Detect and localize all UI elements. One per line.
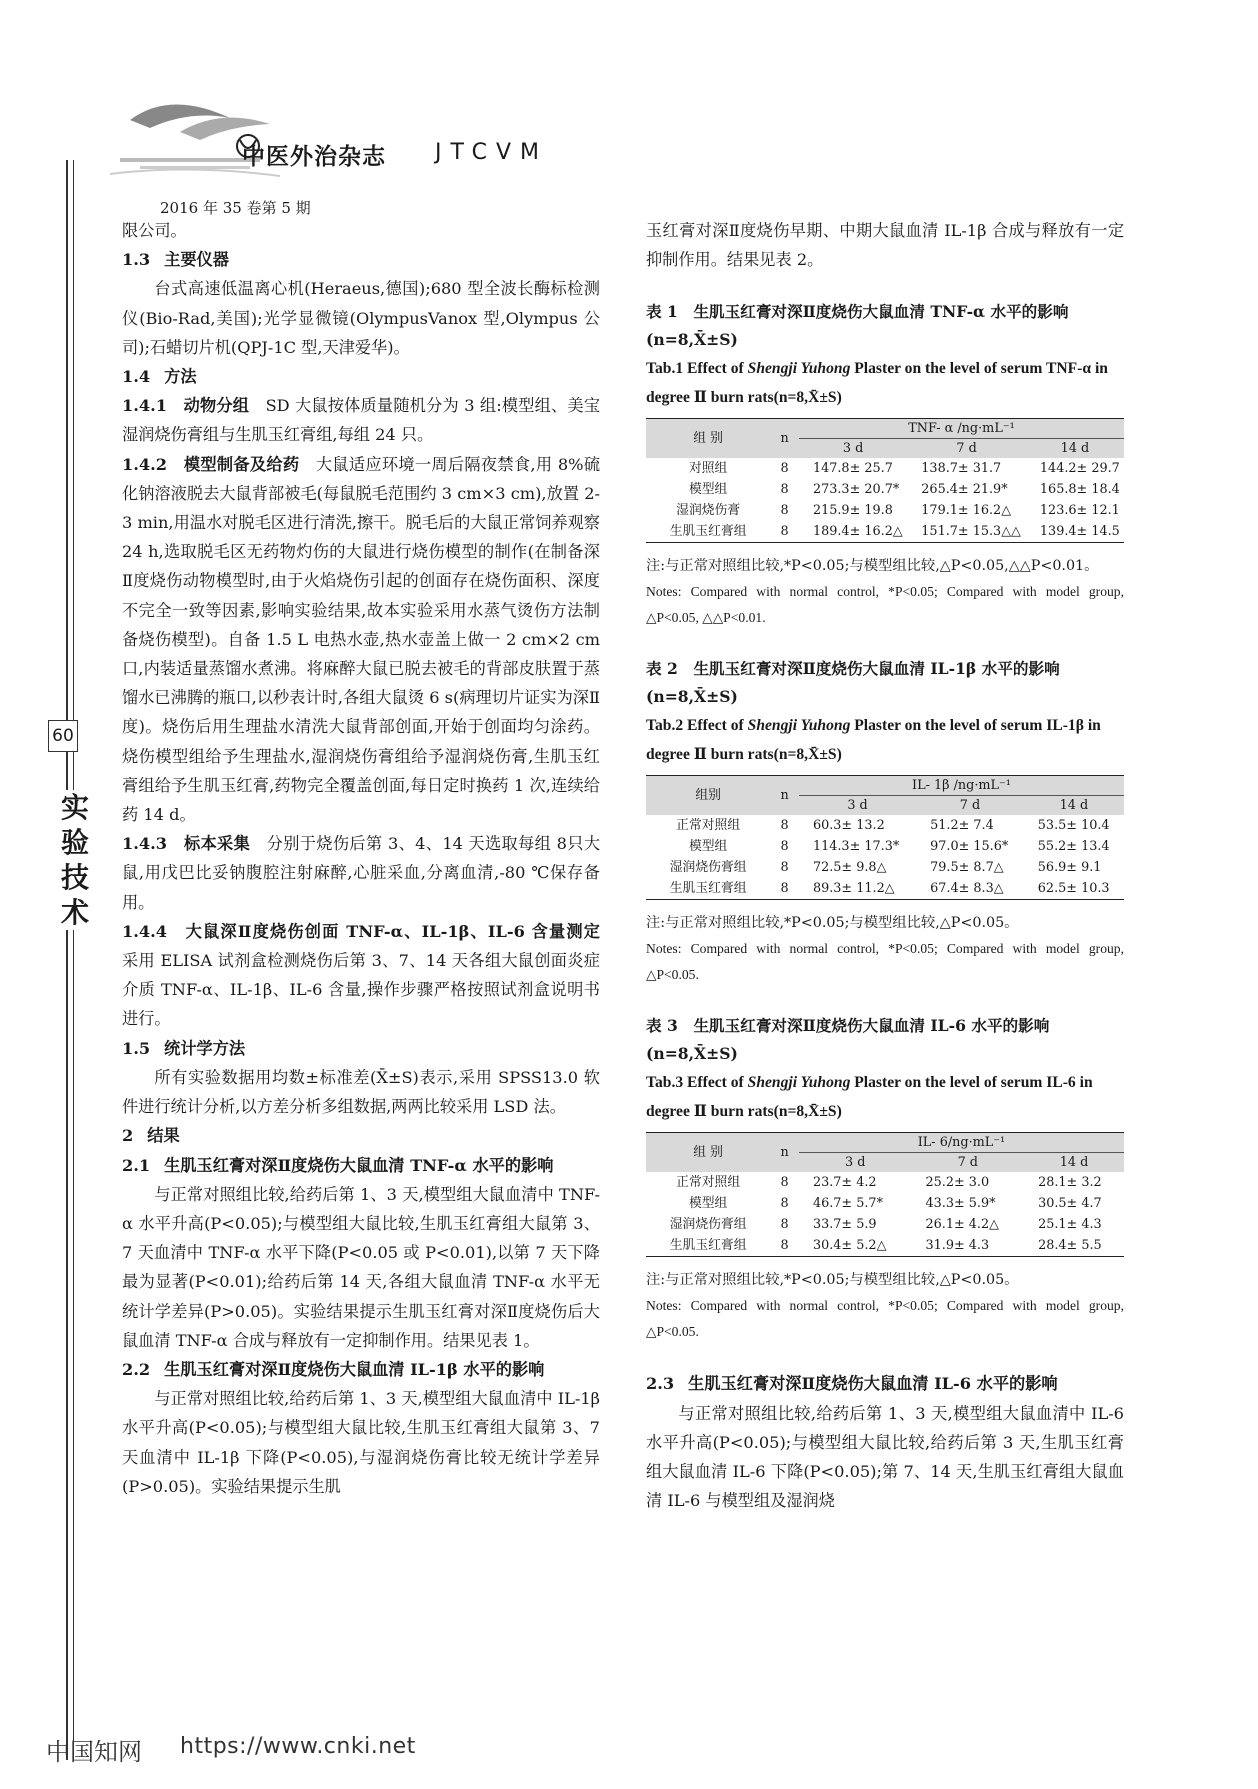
section-heading: 1.5 统计学方法 (122, 1038, 246, 1058)
table-3-note-en: Notes: Compared with normal control, *P<0.05; Compared with model group, △P<0.05. (646, 1298, 1124, 1340)
n-cell: 8 (770, 1235, 799, 1257)
table-header: 3 d (799, 1153, 912, 1173)
section-heading: 1.3 主要仪器 (122, 250, 229, 270)
table-header: 3 d (799, 796, 916, 816)
value-cell: 151.7± 15.3△△ (907, 521, 1026, 543)
group-name-cell: 模型组 (688, 1196, 728, 1212)
table-row (646, 815, 1124, 836)
group-name-cell: 正常对照组 (676, 818, 741, 834)
table-header: IL- 6/ng·mL⁻¹ (799, 1133, 1124, 1153)
n-cell: 8 (780, 839, 789, 855)
paragraph: 1.4.3 标本采集 分别于烧伤后第 3、4、14 天选取每组 8只大鼠,用戊巴比妥钠腹腔注射麻醉,心脏采血,分离血清,-80 ℃保存备用。 (122, 834, 601, 912)
value-cell: 25.1± 4.3 (1038, 1217, 1102, 1233)
footer-link[interactable]: https://www.cnki.net (180, 1734, 416, 1759)
table-header: 7 d (907, 439, 1026, 459)
table-3-caption: 表 3 生肌玉红膏对深Ⅱ度烧伤大鼠血清 IL-6 水平的影响(n=8,X̄±S) (646, 1016, 1050, 1064)
value-cell: 26.1± 4.2△ (925, 1217, 999, 1233)
value-cell: 179.1± 16.2△ (921, 503, 1012, 519)
value-cell: 144.2± 29.7 (1039, 461, 1120, 477)
n-cell: 8 (780, 1175, 789, 1191)
paragraph: 与正常对照组比较,给药后第 1、3 天,模型组大鼠血清中 IL-6 水平升高(P<0.05);与模型组大鼠比较,给药后第 3 天,生肌玉红膏组大鼠血清 IL-6 下降(P<0.05);第 7、14 天,生肌玉红膏组大鼠血清 IL-6 与模型组及湿润烧 (646, 1403, 1124, 1511)
value-cell: 31.9± 4.3 (912, 1235, 1025, 1257)
n-cell: 8 (780, 1196, 789, 1212)
n-cell: 8 (770, 878, 799, 900)
issue-info: 2016 年 35 卷第 5 期 (160, 199, 311, 217)
value-cell: 265.4± 21.9* (921, 482, 1008, 498)
table-row (646, 458, 1124, 479)
table-2-note: 注:与正常对照组比较,*P<0.05;与模型组比较,△P<0.05。 (646, 915, 1019, 932)
value-cell: 123.6± 12.1 (1039, 503, 1120, 519)
table-row (646, 1193, 1124, 1214)
value-cell: 25.2± 3.0 (925, 1175, 990, 1191)
table-3-caption-en: Tab.3 Effect of Shengji Yuhong Plaster on the level of serum IL-6 in degree Ⅱ burn rats(n=8,X̄±S) (646, 1074, 1093, 1121)
table-header: 7 d (916, 796, 1024, 816)
table-2 (646, 775, 1124, 900)
table-header: 14 d (1024, 1153, 1124, 1173)
value-cell: 55.2± 13.4 (1037, 839, 1110, 855)
table-header: 3 d (799, 439, 907, 459)
section-heading: 2.2 生肌玉红膏对深Ⅱ度烧伤大鼠血清 IL-1β 水平的影响 (122, 1359, 545, 1379)
table-3 (646, 1132, 1124, 1257)
table-1 (646, 418, 1124, 543)
value-cell: 89.3± 11.2△ (799, 878, 916, 900)
value-cell: 165.8± 18.4 (1039, 482, 1120, 498)
table-header: 组 别 (646, 1133, 770, 1173)
side-rule (73, 160, 74, 1760)
table-row (646, 479, 1124, 500)
table-3-note: 注:与正常对照组比较,*P<0.05;与模型组比较,△P<0.05。 (646, 1272, 1019, 1289)
section-heading: 2.1 生肌玉红膏对深Ⅱ度烧伤大鼠血清 TNF-α 水平的影响 (122, 1155, 554, 1175)
table-1-note: 注:与正常对照组比较,*P<0.05;与模型组比较,△P<0.05,△△P<0.01。 (646, 558, 1099, 575)
table-header: 组别 (646, 776, 770, 816)
table-1-note-en: Notes: Compared with normal control, *P<0.05; Compared with model group, △P<0.05, △△P<0.01. (646, 584, 1124, 626)
value-cell: 23.7± 4.2 (812, 1175, 877, 1191)
table-header: IL- 1β /ng·mL⁻¹ (799, 776, 1124, 796)
table-header: n (770, 776, 799, 816)
left-column (122, 216, 600, 1501)
value-cell: 147.8± 25.7 (812, 461, 893, 477)
table-row (646, 1172, 1124, 1193)
group-name-cell: 湿润烧伤膏 (676, 503, 741, 519)
n-cell: 8 (780, 1217, 789, 1233)
value-cell: 139.4± 14.5 (1026, 521, 1124, 543)
footer-logo-text: 中国知网 (46, 1738, 142, 1766)
value-cell: 79.5± 8.7△ (930, 860, 1004, 876)
table-header: 7 d (912, 1153, 1025, 1173)
value-cell: 62.5± 10.3 (1024, 878, 1124, 900)
paragraph: 台式高速低温离心机(Heraeus,德国);680 型全波长酶标检测仪(Bio-Rad,美国);光学显微镜(OlympusVanox 型,Olympus 公司);石蜡切片机(QPJ-1C 型,天津爱华)。 (122, 279, 600, 357)
table-2-note-en: Notes: Compared with normal control, *P<0.05; Compared with model group, △P<0.05. (646, 941, 1124, 983)
table-row (646, 1214, 1124, 1235)
table-header: 14 d (1024, 796, 1124, 816)
group-name-cell: 生肌玉红膏组 (646, 1235, 770, 1257)
paragraph: 1.4.2 模型制备及给药 大鼠适应环境一周后隔夜禁食,用 8%硫化钠溶液脱去大鼠背部被毛(每鼠脱毛范围约 3 cm×3 cm),放置 2-3 min,用温水对脱毛区进行清洗,擦干。脱毛后的大鼠正常饲养观察 24 h,选取脱毛区无药物灼伤的大鼠进行烧伤模型的制作(在制备深Ⅱ度烧伤动物模型时,由于火焰烧伤引起的创面存在烧伤面积、深度不完全一致等因素,影响实验结果,故本实验采用水蒸气烫伤方法制备烧伤模型)。自备 1.5 L 电热水壶,热水壶盖上做一 2 cm×2 cm 口,内装适量蒸馏水煮沸。将麻醉大鼠已脱去被毛的背部皮肤置于蒸馏水已沸腾的瓶口,以秒表计时,各组大鼠烫 6 s(病理切片证实为深Ⅱ度)。烧伤后用生理盐水清洗大鼠背部创面,开始于创面均匀涂药。烧伤模型组给予生理盐水,湿润烧伤膏组给予湿润烧伤膏,生肌玉红膏组给予生肌玉红膏,药物完全覆盖创面,每日定时换药 1 次,连续给药 14 d。 (122, 454, 601, 825)
paragraph: 限公司。 (122, 221, 187, 240)
table-1-caption: 表 1 生肌玉红膏对深Ⅱ度烧伤大鼠血清 TNF-α 水平的影响(n=8,X̄±S) (646, 302, 1069, 350)
table-row (646, 500, 1124, 521)
right-column (646, 216, 1124, 1515)
table-row (646, 836, 1124, 857)
table-header: TNF- α /ng·mL⁻¹ (799, 419, 1124, 439)
value-cell: 138.7± 31.7 (921, 461, 1002, 477)
value-cell: 56.9± 9.1 (1037, 860, 1102, 876)
table-row (646, 878, 1124, 900)
group-name-cell: 模型组 (688, 839, 728, 855)
value-cell: 30.5± 4.7 (1038, 1196, 1102, 1212)
group-name-cell: 对照组 (688, 461, 728, 477)
section-heading: 2.3 生肌玉红膏对深Ⅱ度烧伤大鼠血清 IL-6 水平的影响 (646, 1374, 1058, 1394)
table-header: n (770, 1133, 799, 1173)
value-cell: 189.4± 16.2△ (799, 521, 907, 543)
group-name-cell: 生肌玉红膏组 (646, 878, 770, 900)
section-label: 实验技术 (58, 790, 92, 930)
table-header: 组 别 (646, 419, 770, 459)
value-cell: 53.5± 10.4 (1037, 818, 1110, 834)
table-2-caption: 表 2 生肌玉红膏对深Ⅱ度烧伤大鼠血清 IL-1β 水平的影响(n=8,X̄±S) (646, 659, 1060, 707)
n-cell: 8 (780, 818, 789, 834)
n-cell: 8 (770, 521, 799, 543)
group-name-cell: 湿润烧伤膏组 (669, 1217, 747, 1233)
journal-logo (110, 80, 530, 190)
n-cell: 8 (780, 860, 789, 876)
group-name-cell: 生肌玉红膏组 (646, 521, 770, 543)
paragraph: 所有实验数据用均数±标准差(X̄±S)表示,采用 SPSS13.0 软件进行统计分析,以方差分析多组数据,两两比较采用 LSD 法。 (122, 1067, 600, 1117)
group-name-cell: 湿润烧伤膏组 (669, 860, 747, 876)
value-cell: 273.3± 20.7* (812, 482, 900, 498)
paragraph: 玉红膏对深Ⅱ度烧伤早期、中期大鼠血清 IL-1β 合成与释放有一定抑制作用。结果见表 2。 (646, 221, 1124, 270)
table-2-caption-en: Tab.2 Effect of Shengji Yuhong Plaster on the level of serum IL-1β in degree Ⅱ burn rats(n=8,X̄±S) (646, 717, 1101, 764)
paragraph: 与正常对照组比较,给药后第 1、3 天,模型组大鼠血清中 IL-1β 水平升高(P<0.05);与模型组大鼠比较,生肌玉红膏组大鼠第 3、7 天血清中 IL-1β 下降(P<0.05),与湿润烧伤膏比较无统计学差异(P>0.05)。实验结果提示生肌 (122, 1389, 600, 1496)
paragraph: 1.4.4 大鼠深Ⅱ度烧伤创面 TNF-α、IL-1β、IL-6 含量测定 采用 ELISA 试剂盒检测烧伤后第 3、7、14 天各组大鼠创面炎症介质 TNF-α、IL-1β、IL-6 含量,操作步骤严格按照试剂盒说明书进行。 (122, 921, 600, 1029)
value-cell: 51.2± 7.4 (930, 818, 994, 834)
value-cell: 72.5± 9.8△ (812, 860, 887, 876)
section-heading: 1.4 方法 (122, 367, 197, 387)
journal-title: 中医外治杂志 (242, 143, 386, 170)
table-1-caption-en: Tab.1 Effect of Shengji Yuhong Plaster on the level of serum TNF-α in degree Ⅱ burn rats(n=8,X̄±S) (646, 360, 1108, 407)
table-row (646, 521, 1124, 543)
value-cell: 28.4± 5.5 (1024, 1235, 1124, 1257)
n-cell: 8 (780, 503, 789, 519)
value-cell: 67.4± 8.3△ (916, 878, 1024, 900)
group-name-cell: 模型组 (688, 482, 728, 498)
value-cell: 30.4± 5.2△ (799, 1235, 912, 1257)
n-cell: 8 (780, 482, 789, 498)
side-rule (66, 160, 68, 1760)
value-cell: 46.7± 5.7* (812, 1196, 883, 1212)
n-cell: 8 (780, 461, 789, 477)
paragraph: 1.4.1 动物分组 SD 大鼠按体质量随机分为 3 组:模型组、美宝湿润烧伤膏组与生肌玉红膏组,每组 24 只。 (122, 396, 601, 445)
value-cell: 215.9± 19.8 (812, 503, 893, 519)
group-name-cell: 正常对照组 (676, 1175, 741, 1191)
value-cell: 33.7± 5.9 (812, 1217, 877, 1233)
table-row (646, 857, 1124, 878)
journal-abbreviation: JTCVM (435, 140, 549, 165)
table-header: 14 d (1026, 439, 1124, 459)
section-heading: 2 结果 (122, 1126, 180, 1146)
value-cell: 28.1± 3.2 (1038, 1175, 1102, 1191)
table-header: n (770, 419, 799, 459)
value-cell: 97.0± 15.6* (930, 839, 1009, 855)
value-cell: 60.3± 13.2 (812, 818, 885, 834)
page-number: 60 (48, 720, 78, 752)
value-cell: 114.3± 17.3* (812, 839, 900, 855)
table-row (646, 1235, 1124, 1257)
paragraph: 与正常对照组比较,给药后第 1、3 天,模型组大鼠血清中 TNF-α 水平升高(P<0.05);与模型组大鼠比较,生肌玉红膏组大鼠第 3、7 天血清中 TNF-α 水平下降(P<0.05 或 P<0.01),以第 7 天下降最为显著(P<0.01);给药后第 14 天,各组大鼠血清 TNF-α 水平无统计学差异(P>0.05)。实验结果提示生肌玉红膏对深Ⅱ度烧伤后大鼠血清 TNF-α 合成与释放有一定抑制作用。结果见表 1。 (122, 1184, 600, 1350)
value-cell: 43.3± 5.9* (925, 1196, 996, 1212)
